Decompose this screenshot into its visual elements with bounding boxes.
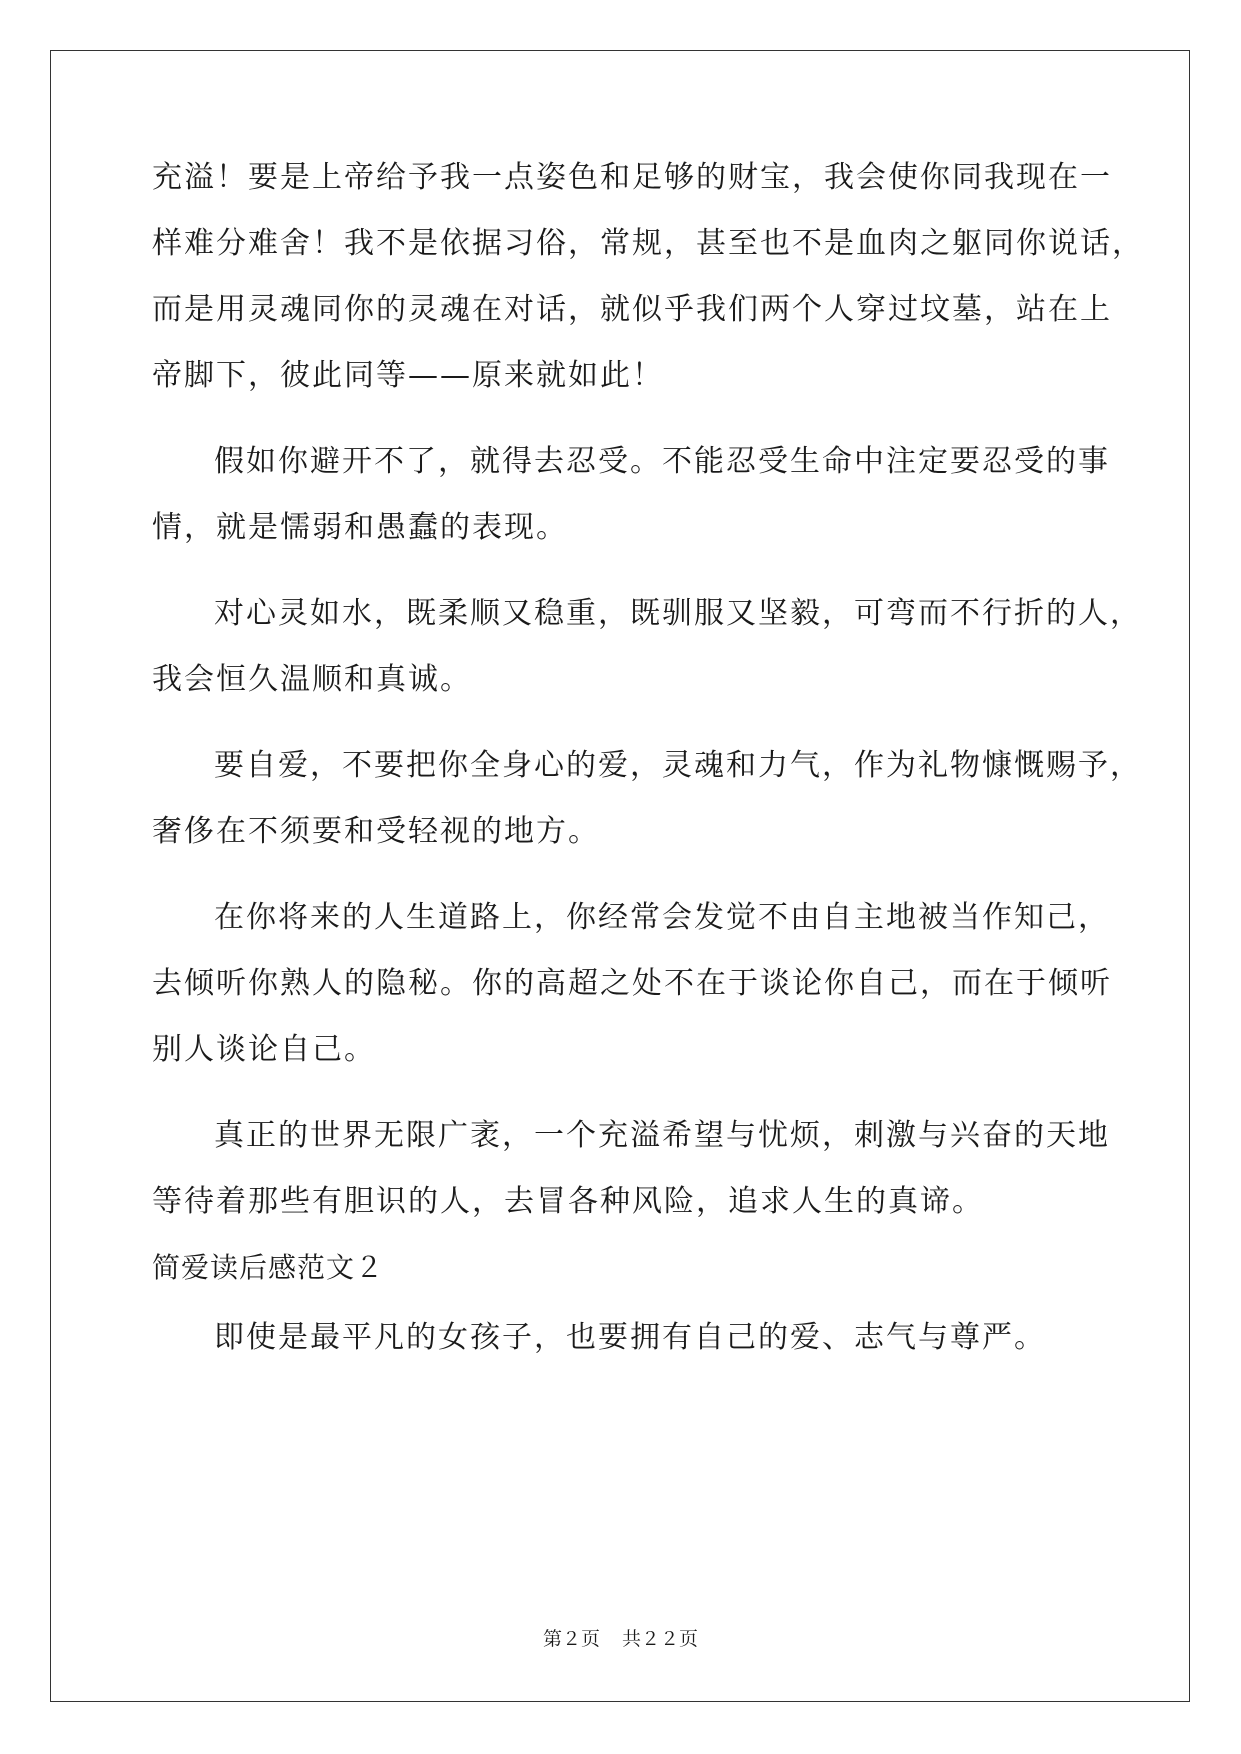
- text-line: 而是用灵魂同你的灵魂在对话，就似乎我们两个人穿过坟墓，站在上: [152, 292, 1112, 327]
- section-heading: 简爱读后感范文２: [152, 1251, 385, 1284]
- text-line: 情，就是懦弱和愚蠢的表现。: [152, 510, 568, 545]
- text-line: 样难分难舍！我不是依据习俗，常规，甚至也不是血肉之躯同你说话，: [152, 226, 1144, 261]
- text-line: 充溢！要是上帝给予我一点姿色和足够的财宝，我会使你同我现在一: [152, 160, 1112, 195]
- paragraph-first-line: 要自爱，不要把你全身心的爱，灵魂和力气，作为礼物慷慨赐予，: [214, 748, 1142, 783]
- page-number: 第２页: [542, 1628, 600, 1650]
- text-line: 等待着那些有胆识的人，去冒各种风险，追求人生的真谛。: [152, 1184, 984, 1219]
- paragraph-first-line: 在你将来的人生道路上，你经常会发觉不由自主地被当作知己，: [214, 900, 1110, 935]
- page-total: 共２２页: [622, 1628, 699, 1650]
- page-footer: [0, 1627, 1241, 1651]
- paragraph-first-line: 即使是最平凡的女孩子，也要拥有自己的爱、志气与尊严。: [214, 1320, 1046, 1355]
- text-line: 去倾听你熟人的隐秘。你的高超之处不在于谈论你自己，而在于倾听: [152, 966, 1112, 1001]
- text-line: 奢侈在不须要和受轻视的地方。: [152, 814, 600, 849]
- paragraph-first-line: 假如你避开不了，就得去忍受。不能忍受生命中注定要忍受的事: [214, 444, 1110, 479]
- paragraph-first-line: 对心灵如水，既柔顺又稳重，既驯服又坚毅，可弯而不行折的人，: [214, 596, 1142, 631]
- paragraph-first-line: 真正的世界无限广袤，一个充溢希望与忧烦，刺激与兴奋的天地: [214, 1118, 1110, 1153]
- text-line: 我会恒久温顺和真诚。: [152, 662, 472, 697]
- text-line: 帝脚下，彼此同等——原来就如此！: [152, 358, 664, 393]
- text-line: 别人谈论自己。: [152, 1032, 376, 1067]
